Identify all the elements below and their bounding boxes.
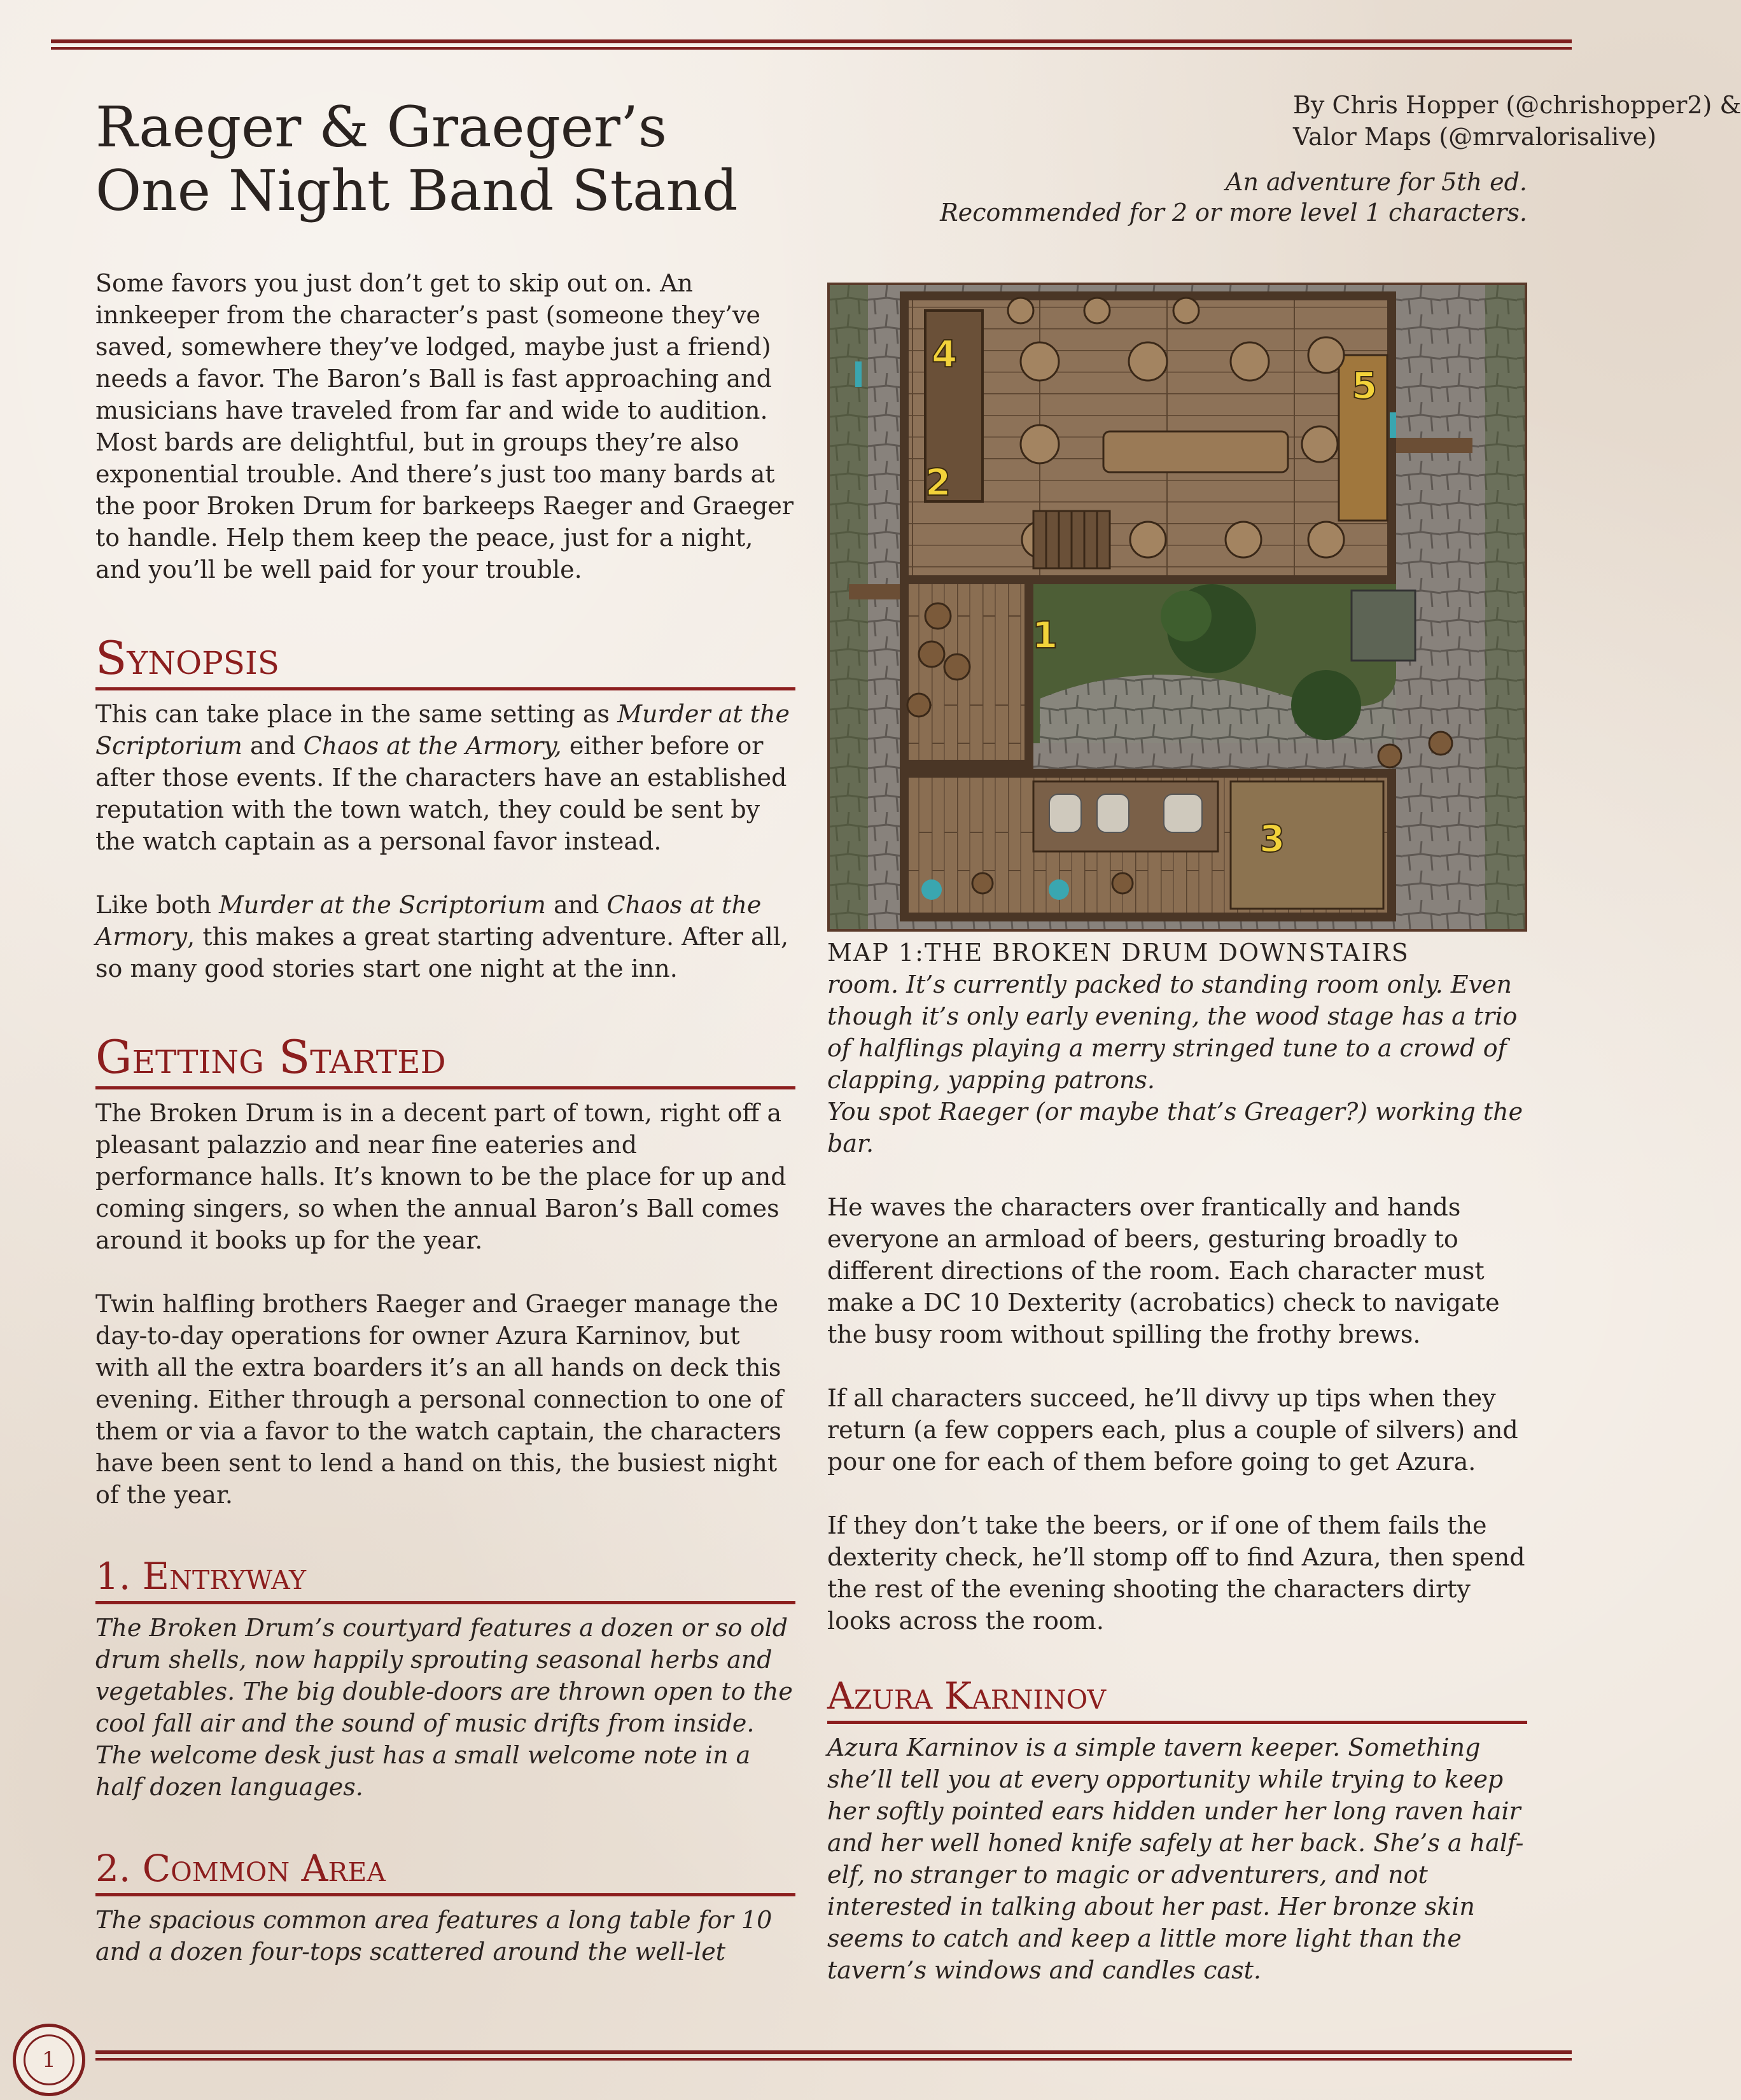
common-area-paragraph-4: If they don’t take the beers, or if one of them fails the dexterity check, he’ll stomp off to find Azura, then spend the rest of the evening shooting the characters dirty looks across the room. — [827, 1511, 1525, 1635]
common-area-text-continued: room. It’s currently packed to standing room only. Even though it’s only early evening, the wood stage has a trio of halflings playing a merry stringed tune to a crowd of clapping, yapping patrons. — [827, 970, 1518, 1094]
common-area-rule — [95, 1893, 795, 1896]
adventure-note-line-2: Recommended for 2 or more level 1 characters. — [940, 199, 1527, 227]
synopsis-paragraph-2: Like both Murder at the Scriptorium and Chaos at the Armory, this makes a great starting adventure. After all, so many good stories start one night at the inn. — [95, 891, 789, 983]
common-area-paragraph-3: If all characters succeed, he’ll divvy up tips when they return (a few coppers each, plus a couple of silvers) and pour one for each of them before going to get Azura. — [827, 1384, 1518, 1476]
map-label-3: 3 — [1259, 817, 1285, 860]
bottom-border-rule — [95, 2050, 1572, 2061]
page-number: 1 — [24, 2034, 74, 2085]
synopsis-rule — [95, 687, 795, 690]
map-label-4: 4 — [932, 332, 958, 375]
common-area-paragraph-2: He waves the characters over frantically and hands everyone an armload of beers, gesturing broadly to different directions of the room. Each character must make a DC 10 Dexterity (acrobatics) check to navigate the busy room without spilling the frothy brews. — [827, 1193, 1500, 1348]
getting-started-heading: Getting Started — [95, 1030, 446, 1084]
common-area-text-continued-2: You spot Raeger (or maybe that’s Greager?) working the bar. — [827, 1098, 1523, 1158]
title-line-1: Raeger & Graeger’s — [95, 94, 668, 160]
common-area-text-start: The spacious common area features a long table for 10 and a dozen four-tops scattered around the well-let — [95, 1906, 773, 1966]
azura-text: Azura Karninov is a simple tavern keeper. Something she’ll tell you at every opportunity while trying to keep her softly pointed ears hidden under her long raven hair and her well honed knife safely at her back. She’s a half-elf, no stranger to magic or adventurers, and not interested in talking about her past. Her bronze skin seems to catch and keep a little more light than the tavern’s windows and candles cast. — [827, 1733, 1524, 1984]
entryway-rule — [95, 1601, 795, 1604]
getting-started-paragraph-2: Twin halfling brothers Raeger and Graeger manage the day-to-day operations for owner Azura Karninov, but with all the extra boarders it’s an all hands on deck this evening. Either through a personal connection to one of them or via a favor to the watch captain, the characters have been sent to lend a hand on this, the busiest night of the year. — [95, 1290, 783, 1509]
entryway-heading: 1. Entryway — [95, 1555, 307, 1598]
map-label-1: 1 — [1032, 613, 1058, 657]
common-area-heading: 2. Common Area — [95, 1847, 386, 1890]
author-byline — [949, 89, 1741, 153]
byline-line-2: Valor Maps (@mrvalorisalive) — [1293, 123, 1657, 151]
page-title — [95, 95, 738, 223]
intro-paragraph: Some favors you just don’t get to skip out on. An innkeeper from the character’s past (someone they’ve saved, somewhere they’ve lodged, maybe just a friend) needs a favor. The Baron’s Ball is fast approaching and musicians have traveled from far and wide to audition. Most bards are delightful, but in groups they’re also exponential trouble. And there’s just too many bards at the poor Broken Drum for barkeeps Raeger and Graeger to handle. Help them keep the peace, just for a night, and you’ll be well paid for your trouble. — [95, 269, 794, 584]
left-column — [95, 267, 795, 1968]
title-line-2: One Night Band Stand — [95, 158, 738, 223]
synopsis-paragraph-1: This can take place in the same setting as Murder at the Scriptorium and Chaos at the Armory, either before or after those events. If the characters have an established reputation with the town watch, they could be sent by the watch captain as a personal favor instead. — [95, 700, 790, 855]
azura-rule — [827, 1721, 1527, 1724]
map-caption: MAP 1:THE BROKEN DRUM DOWNSTAIRS — [827, 939, 1409, 967]
adventure-note — [940, 167, 1527, 228]
getting-started-paragraph-1: The Broken Drum is in a decent part of town, right off a pleasant palazzio and near fine eateries and performance halls. It’s known to be the place for up and coming singers, so when the annual Baron’s Ball comes around it books up for the year. — [95, 1099, 787, 1254]
top-border-rule — [51, 39, 1572, 50]
synopsis-heading: Synopsis — [95, 631, 279, 685]
right-column — [827, 275, 1527, 1986]
map-label-2: 2 — [925, 461, 951, 504]
page-number-badge — [13, 2024, 85, 2096]
adventure-note-line-1: An adventure for 5th ed. — [1226, 168, 1527, 196]
entryway-text: The Broken Drum’s courtyard features a dozen or so old drum shells, now happily sprouting seasonal herbs and vegetables. The big double-doors are thrown open to the cool fall air and the sound of music drifts from inside. The welcome desk just has a small welcome note in a half dozen languages. — [95, 1614, 793, 1801]
tavern-map-illustration — [830, 285, 1525, 929]
map-label-5: 5 — [1352, 364, 1378, 407]
tavern-map — [827, 283, 1527, 932]
byline-line-1: By Chris Hopper (@chrishopper2) & — [1293, 91, 1741, 119]
azura-heading: Azura Karninov — [827, 1674, 1107, 1718]
getting-started-rule — [95, 1086, 795, 1089]
